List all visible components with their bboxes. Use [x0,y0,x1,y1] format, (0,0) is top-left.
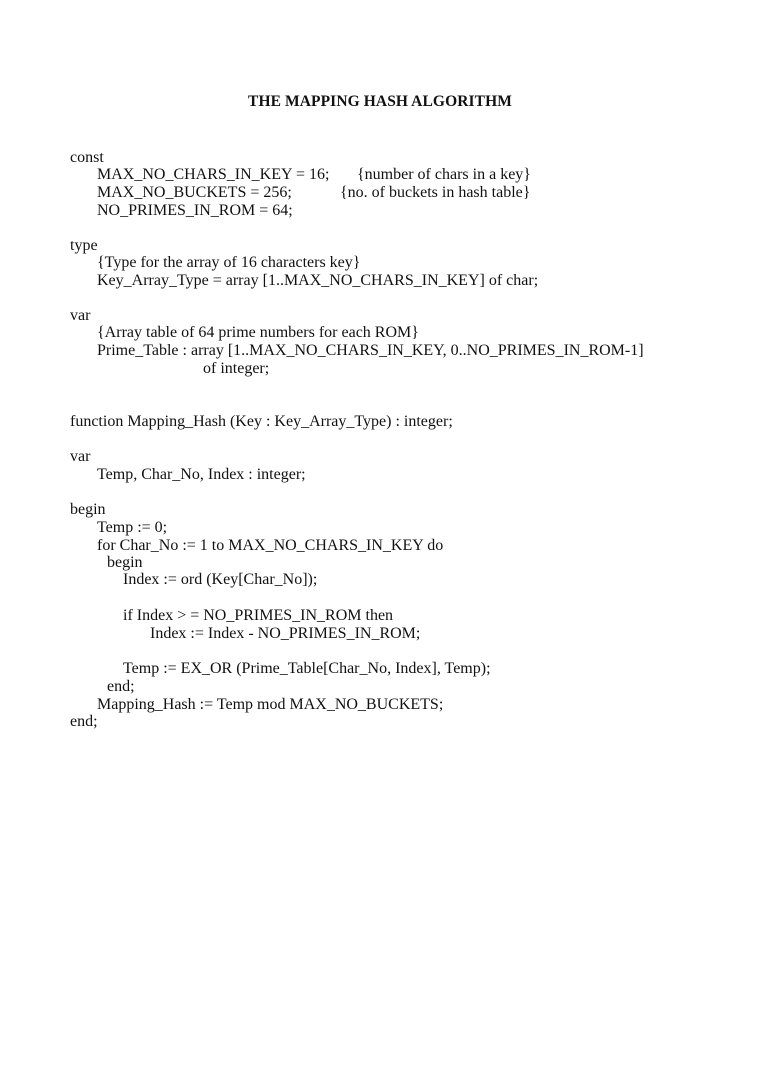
const-keyword: const [70,149,104,166]
var-prime-table-continuation: of integer; [203,360,270,377]
const-max-buckets-comment: {no. of buckets in hash table} [340,184,531,201]
type-keyword: type [70,237,98,254]
stmt-index-subtract: Index := Index - NO_PRIMES_IN_ROM; [150,625,421,642]
const-max-buckets: MAX_NO_BUCKETS = 256; [97,184,292,201]
function-header: function Mapping_Hash (Key : Key_Array_Type) : integer; [70,413,453,430]
stmt-inner-begin: begin [107,554,143,571]
stmt-index-assign: Index := ord (Key[Char_No]); [123,571,318,588]
stmt-inner-end: end; [107,678,135,695]
stmt-for-loop: for Char_No := 1 to MAX_NO_CHARS_IN_KEY do [97,537,444,554]
const-max-chars: MAX_NO_CHARS_IN_KEY = 16; [97,166,330,183]
stmt-result: Mapping_Hash := Temp mod MAX_NO_BUCKETS; [97,696,444,713]
var-keyword: var [70,307,91,324]
const-max-chars-comment: {number of chars in a key} [357,166,531,183]
type-comment: {Type for the array of 16 characters key} [97,254,361,271]
var-comment: {Array table of 64 prime numbers for each ROM} [97,324,419,341]
begin-keyword: begin [70,501,106,518]
type-declaration: Key_Array_Type = array [1..MAX_NO_CHARS_IN_KEY] of char; [97,272,539,289]
const-no-primes: NO_PRIMES_IN_ROM = 64; [97,202,293,219]
local-var-declaration: Temp, Char_No, Index : integer; [97,466,306,483]
stmt-temp-xor: Temp := EX_OR (Prime_Table[Char_No, Index], Temp); [123,660,491,677]
stmt-if: if Index > = NO_PRIMES_IN_ROM then [123,607,394,624]
local-var-keyword: var [70,448,91,465]
end-keyword: end; [70,713,98,730]
document-title: THE MAPPING HASH ALGORITHM [248,93,512,110]
var-prime-table: Prime_Table : array [1..MAX_NO_CHARS_IN_KEY, 0..NO_PRIMES_IN_ROM-1] [97,342,644,359]
stmt-temp-init: Temp := 0; [97,519,168,536]
